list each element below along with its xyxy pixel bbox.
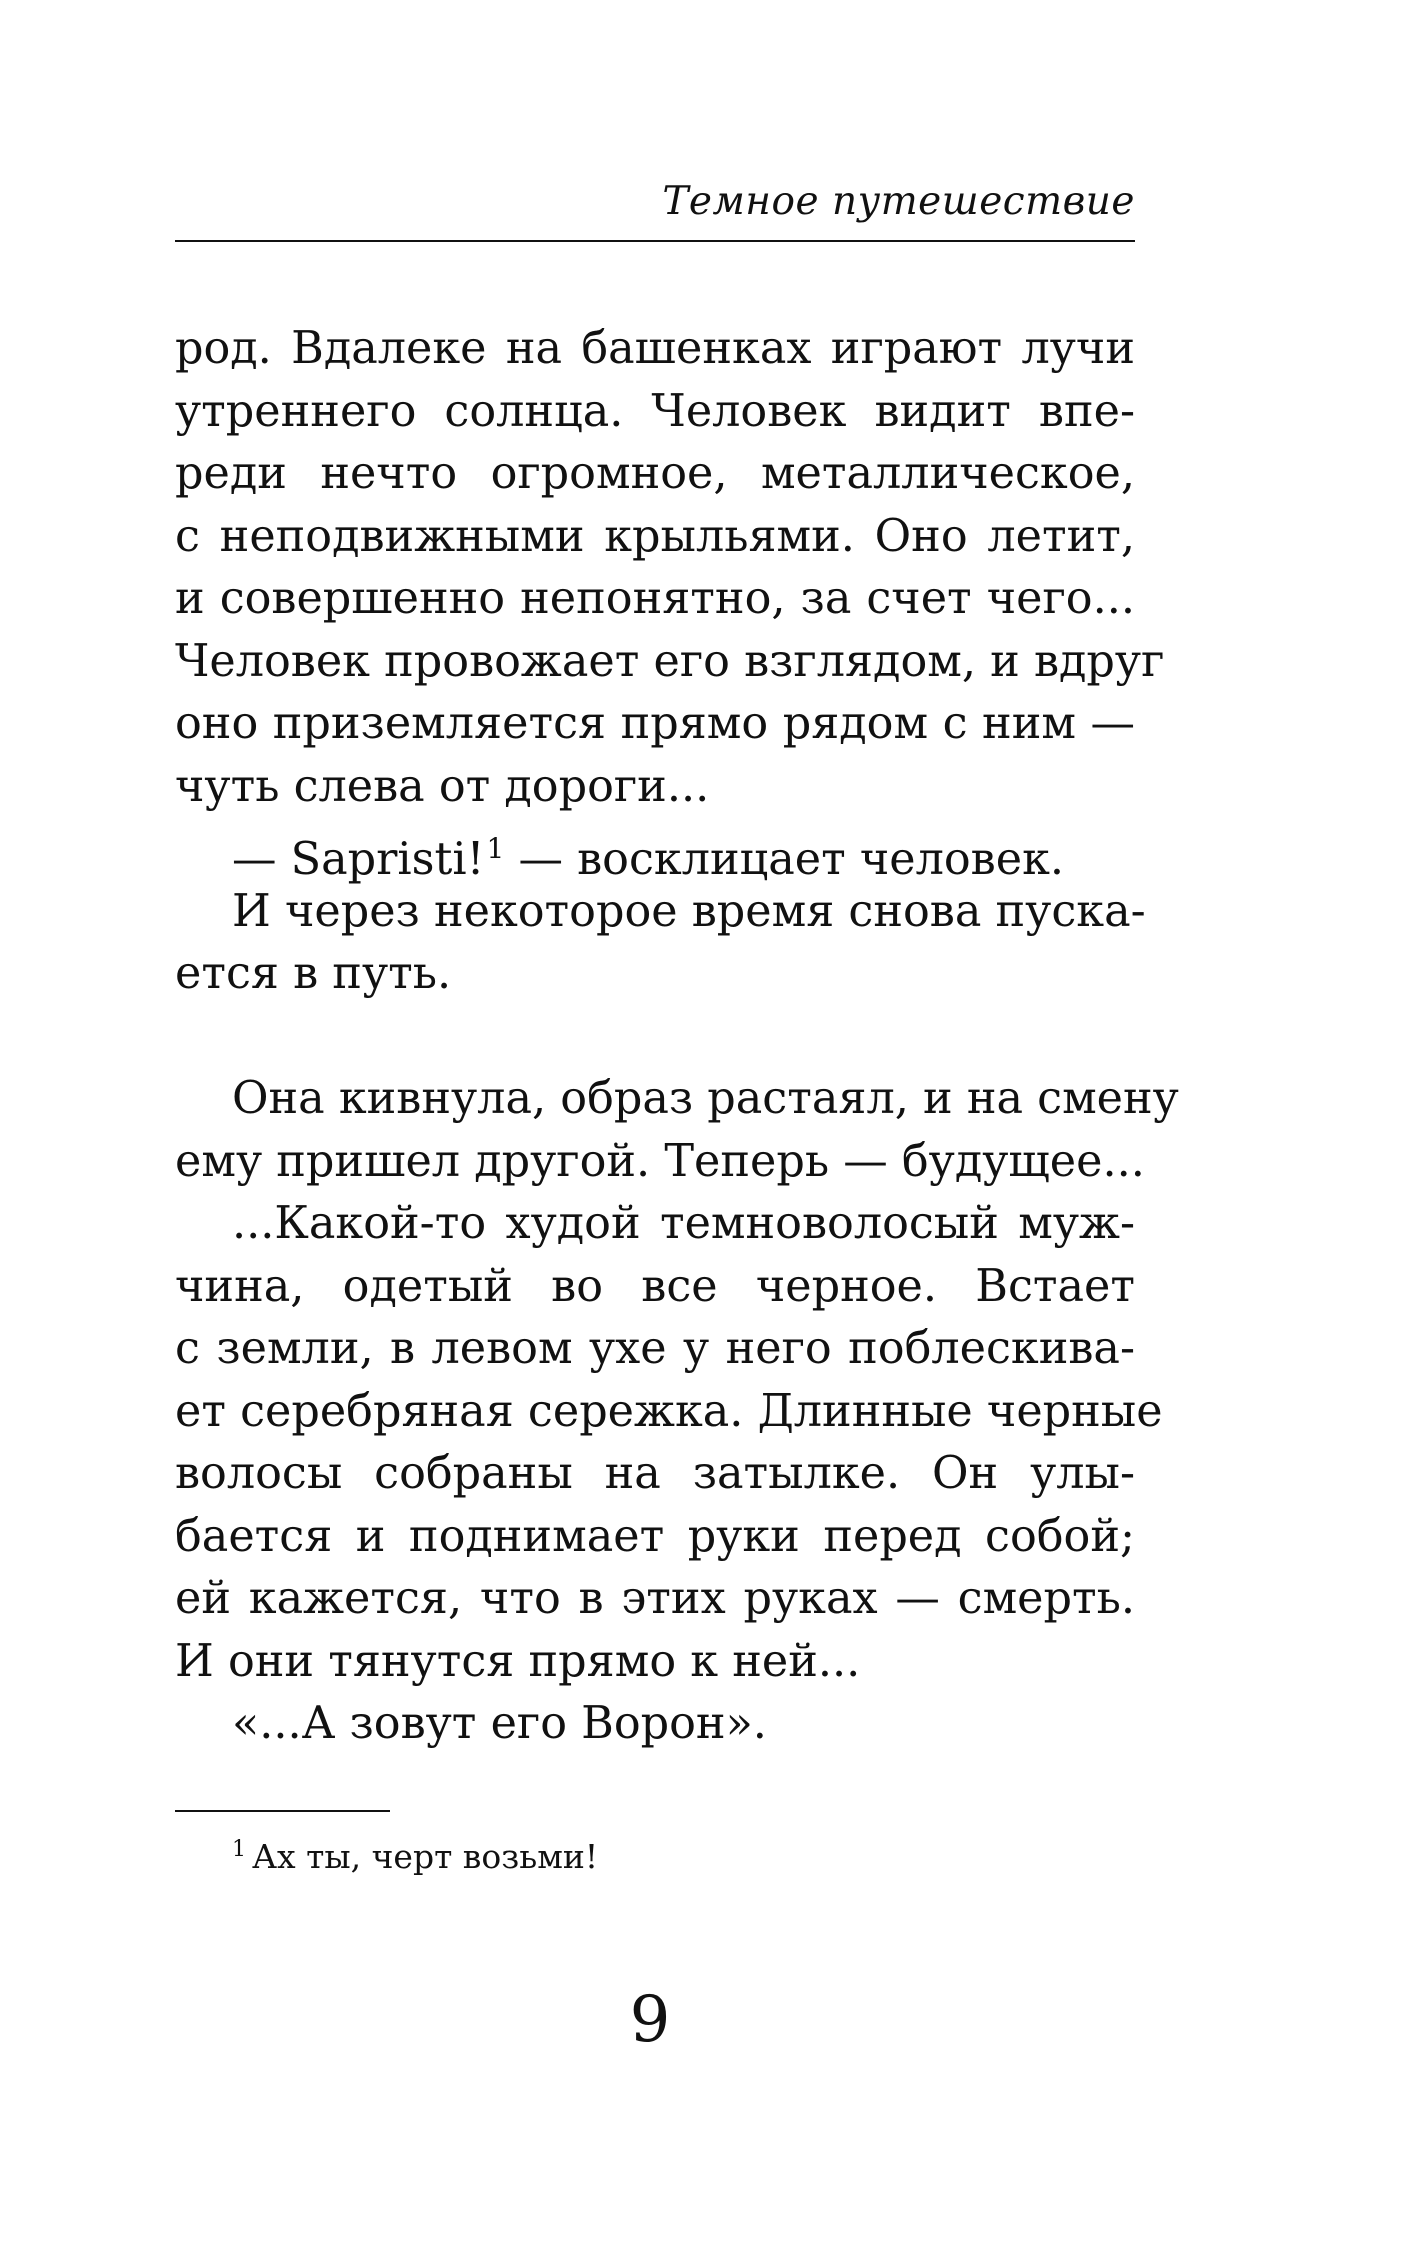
line-text: чуть слева от дороги... (175, 760, 710, 812)
text-line (175, 1506, 1135, 1569)
line-text: «...А зовут его Ворон». (232, 1698, 767, 1749)
line-text: ется в путь. (175, 948, 452, 999)
text-line (175, 1068, 1179, 1131)
text-line (175, 756, 1135, 819)
line-text: Человек провожает его взглядом, и вдруг (175, 635, 1165, 687)
line-text: ет серебряная сережка. Длинные черные (175, 1385, 1163, 1437)
text-line (175, 1631, 1135, 1694)
text-line (175, 1318, 1135, 1381)
text-line (175, 1568, 1135, 1631)
line-text: и совершенно непонятно, за счет чего... (175, 573, 1135, 624)
text-line (175, 943, 1135, 1006)
line-text: реди нечто огромное, металлическое, (175, 448, 1135, 499)
text-line (175, 443, 1135, 506)
line-text: — Sapristi! (232, 834, 485, 885)
line-text: оно приземляется прямо рядом с ним — (175, 698, 1135, 749)
line-text: чина, одетый во все черное. Встает (175, 1260, 1135, 1312)
footnote-reference: 1 (486, 832, 505, 865)
line-text: ей кажется, что в этих руках — смерть. (175, 1573, 1135, 1624)
line-text: И через некоторое время снова пуска- (232, 885, 1146, 937)
line-text: с неподвижными крыльями. Оно летит, (175, 510, 1135, 562)
line-text: И они тянутся прямо к ней... (175, 1635, 861, 1687)
text-line (175, 1381, 1163, 1444)
text-line (175, 881, 1146, 944)
text-line (175, 1443, 1135, 1506)
footnote-rule (175, 1810, 390, 1812)
footnote (232, 1828, 598, 1879)
header-rule (175, 240, 1135, 242)
line-text: утреннего солнца. Человек видит впе- (175, 385, 1135, 437)
paragraph-gap (175, 1006, 1135, 1069)
text-line (175, 1131, 1145, 1194)
text-line (175, 381, 1135, 444)
text-line (175, 631, 1165, 694)
line-text: ...Какой-то худой темноволосый муж- (232, 1198, 1135, 1249)
line-text: ему пришел другой. Теперь — будущее... (175, 1135, 1145, 1187)
text-line (175, 693, 1135, 756)
text-line (175, 318, 1135, 381)
footnote-text: Ах ты, черт возьми! (252, 1837, 599, 1876)
text-line (175, 1693, 1135, 1756)
text-line (175, 818, 1135, 885)
text-line (175, 506, 1135, 569)
line-text: с земли, в левом ухе у него поблескива- (175, 1323, 1135, 1374)
text-line (175, 568, 1135, 631)
line-text: род. Вдалеке на башенках играют лучи (175, 323, 1135, 374)
line-text-continued: — восклицает человек. (504, 834, 1065, 885)
body-text (175, 318, 1179, 1756)
page-number: 9 (629, 1983, 671, 2057)
running-head: Темное путешествие (662, 179, 1135, 224)
footnote-mark: 1 (232, 1837, 246, 1862)
line-text: Она кивнула, образ растаял, и на смену (232, 1073, 1179, 1124)
line-text: волосы собраны на затылке. Он улы- (175, 1448, 1135, 1499)
text-line (175, 1256, 1135, 1319)
line-text: бается и поднимает руки перед собой; (175, 1510, 1135, 1562)
text-line (175, 1193, 1135, 1256)
